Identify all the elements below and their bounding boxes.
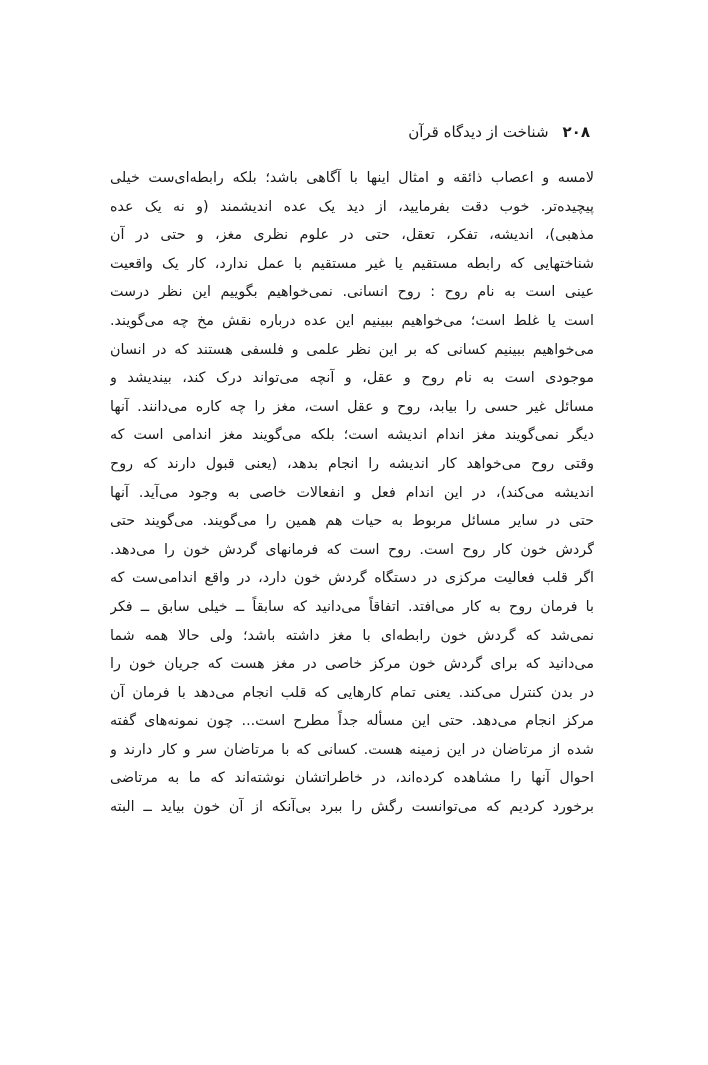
text-line: مذهبی)، اندیشه، تفکر، تعقل، حتی در علوم نظری مغز، و حتی در آن [110, 227, 594, 244]
text-line: وقتی روح می‌خواهد کار اندیشه را انجام بدهد، (یعنی قبول دارند که روح [110, 455, 594, 472]
text-line: عینی است به نام روح : روح انسانی. نمی‌خواهیم بگوییم این نظر درست [110, 284, 594, 301]
text-line: است یا غلط است؛ می‌خواهیم ببینیم این عده درباره نقش مخ چه می‌گویند. [110, 312, 594, 329]
text-line: شده از مرتاضان در این زمینه هست. کسانی که با مرتاضان سر و کار دارند و [110, 741, 594, 758]
text-line: اندیشه می‌کند)، در این اندام فعل و انفعالات خاصی به وجود می‌آید. آنها [110, 484, 594, 501]
text-line: مرکز انجام می‌دهد. حتی این مسأله جداً مطرح است... چون نمونه‌های گفته [110, 713, 594, 730]
running-header [118, 120, 590, 144]
text-line: گردش خون کار روح است. روح است که فرمانهای گردش خون را می‌دهد. [110, 541, 594, 558]
text-line: شناختهایی که رابطه مستقیم یا غیر مستقیم با عمل ندارد، کار یک واقعیت [110, 255, 594, 272]
text-line: دیگر نمی‌گویند مغز اندام اندیشه است؛ بلکه می‌گویند مغز اندامی است که [110, 427, 594, 444]
text-line: نمی‌شد که گردش خون رابطه‌ای با مغز داشته باشد؛ ولی حالا همه شما [110, 627, 594, 644]
text-line: می‌خواهیم ببینیم کسانی که بر این نظر علمی و فلسفی هستند که در انسان [110, 341, 594, 358]
text-line: برخورد کردیم که می‌توانست رگش را ببرد بی‌آنکه از آن خون بیاید ــ البته [110, 799, 594, 816]
text-line: مسائل غیر حسی را بیابد، روح و عقل است، مغز را چه کاره می‌دانند. آنها [110, 398, 594, 415]
text-line: با فرمان روح به کار می‌افتد. اتفاقاً می‌دانید که سابقاً ــ خیلی سابق ــ فکر [110, 598, 594, 615]
text-line: می‌دانید که برای گردش خون مرکز خاصی در مغز هست که جریان خون را [110, 656, 594, 673]
page-number: ۲۰۸ [562, 123, 590, 141]
text-line: موجودی است به نام روح و عقل، و آنچه می‌تواند درک کند، بیندیشد و [110, 370, 594, 387]
body-text [110, 164, 594, 822]
text-line: احوال آنها را مشاهده کرده‌اند، در خاطراتشان نوشته‌اند که ما به مرتاضی [110, 770, 594, 787]
text-line: در بدن کنترل می‌کند. یعنی تمام کارهایی که قلب انجام می‌دهد با فرمان آن [110, 684, 594, 701]
text-line: اگر قلب فعالیت مرکزی در دستگاه گردش خون دارد، در واقع اندامی‌ست که [110, 570, 594, 587]
book-title: شناخت از دیدگاه قرآن [408, 123, 549, 141]
text-line: حتی در سایر مسائل مربوط به حیات هم همین را می‌گویند. می‌گویند حتی [110, 513, 594, 530]
text-line: پیچیده‌تر. خوب دقت بفرمایید، از دید یک عده اندیشمند (و نه یک عده [110, 198, 594, 215]
text-line: لامسه و اعصاب ذائقه و امثال اینها با آگاهی باشد؛ بلکه رابطه‌ای‌ست خیلی [110, 170, 594, 186]
